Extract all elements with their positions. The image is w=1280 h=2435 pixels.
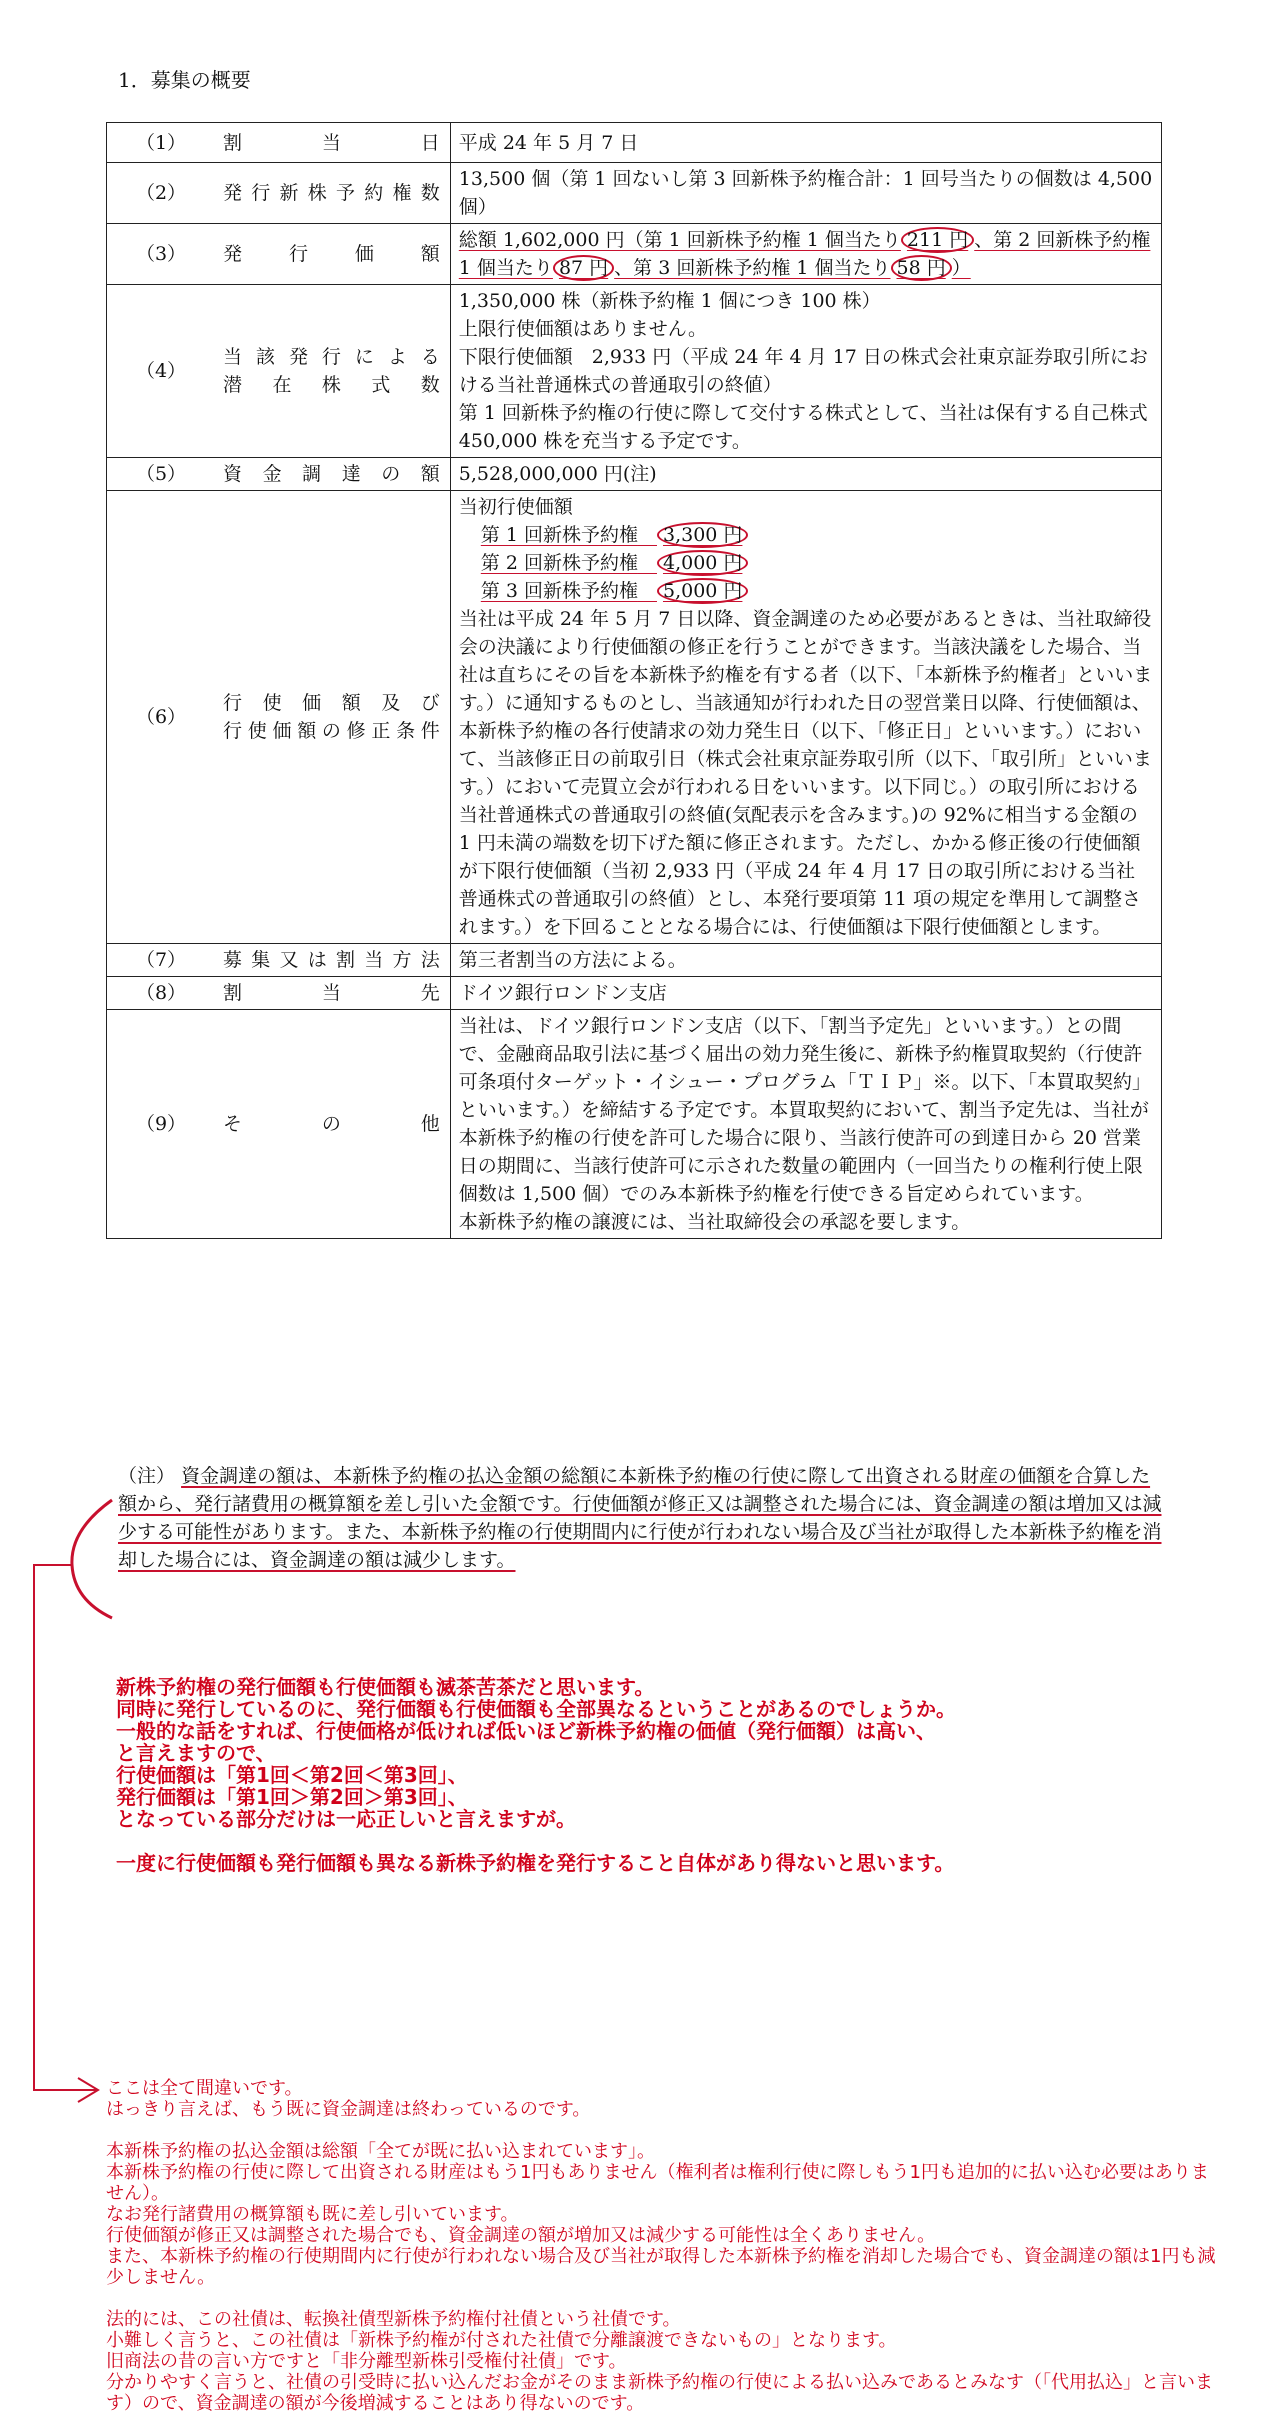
table-row: [107, 1010, 1162, 1239]
row-number: （7）: [107, 944, 216, 977]
table-row: [107, 163, 1162, 224]
table-row: [107, 458, 1162, 491]
row-number: （8）: [107, 977, 216, 1010]
circled-value: 3,300 円: [657, 522, 748, 548]
table-row: [107, 285, 1162, 458]
row-label: 発行新株予約権数: [215, 163, 450, 224]
footnote-prefix: （注）: [118, 1465, 176, 1487]
circled-value: 211 円: [901, 227, 974, 253]
row-content: 5,528,000,000 円(注): [450, 458, 1161, 491]
row-label: 募集又は割当方法: [215, 944, 450, 977]
row-content: 平成 24 年 5 月 7 日: [450, 123, 1161, 163]
row-content: 1,350,000 株（新株予約権 1 個につき 100 株） 上限行使価額はありません。 下限行使価額 2,933 円（平成 24 年 4 月 17 日の株式会社東京証券取引所における当社普通株式の普通取引の終値） 第 1 回新株予約権の行使に際して交付する株式として、当社は保有する自己株式 450,000 株を充当する予定です。: [450, 285, 1161, 458]
row-content: 13,500 個（第 1 回ないし第 3 回新株予約権合計：1 回号当たりの個数は 4,500 個）: [450, 163, 1161, 224]
row-number: （1）: [107, 123, 216, 163]
row-content: ドイツ銀行ロンドン支店: [450, 977, 1161, 1010]
row-number: （5）: [107, 458, 216, 491]
row-content: 当初行使価額 第 1 回新株予約権 3,300 円 第 2 回新株予約権 4,000 円 第 3 回新株予約権 5,000 円 当社は平成 24 年 5 月 7 日以降、資金調達のため必要があるときは、当社取締役会の決議により行使価額の修正を行うことができます。当該決議をした場合、当社は直ちにその旨を本新株予約権を有する者（以下、「本新株予約権者」といいます。）に通知するものとし、当該通知が行われた日の翌営業日以降、行使価額は、本新株予約権の各行使請求の効力発生日（以下、「修正日」といいます。）において、当該修正日の前取引日（株式会社東京証券取引所（以下、「取引所」といいます。）において売買立会が行われる日をいいます。以下同じ。）の取引所における当社普通株式の普通取引の終値(気配表示を含みます。)の 92%に相当する金額の 1 円未満の端数を切下げた額に修正されます。ただし、かかる修正後の行使価額が下限行使価額（当初 2,933 円（平成 24 年 4 月 17 日の取引所における当社普通株式の普通取引の終値）とし、本発行要項第 11 項の規定を準用して調整されます。）を下回ることとなる場合には、行使価額は下限行使価額とします。: [450, 491, 1161, 944]
circled-value: 5,000 円: [657, 578, 748, 604]
row-content: 当社は、ドイツ銀行ロンドン支店（以下、「割当予定先」といいます。）との間で、金融商品取引法に基づく届出の効力発生後に、新株予約権買取契約（行使許可条項付ターゲット・イシュー・プログラム「ＴＩＰ」※。以下、「本買取契約」といいます。）を締結する予定です。本買取契約において、割当予定先は、当社が本新株予約権の行使を許可した場合に限り、当該行使許可の到達日から 20 営業日の期間に、当該行使許可に示された数量の範囲内（一回当たりの権利行使上限個数は 1,500 個）でのみ本新株予約権を行使できる旨定められています。 本新株予約権の譲渡には、当社取締役会の承認を要します。: [450, 1010, 1161, 1239]
row-number: （6）: [107, 491, 216, 944]
row-label: 当 該 発 行 に よ る 潜 在 株 式 数: [215, 285, 450, 458]
row-label: 割 当 先: [215, 977, 450, 1010]
row-label: そ の 他: [215, 1010, 450, 1239]
circled-value: 4,000 円: [657, 550, 748, 576]
row-label: 発 行 価 額: [215, 224, 450, 285]
commentary-primary: 新株予約権の発行価額も行使価額も滅茶苦茶だと思います。 同時に発行しているのに、発行価額も行使価額も全部異なるということがあるのでしょうか。 一般的な話をすれば、行使価格が低ければ低いほど新株予約権の価値（発行価額）は高い、 と言えますので、 行使価額は「第1回＜第2回＜第3回」、 発行価額は「第1回＞第2回＞第3回」、 となっている部分だけは一応正しいと言えますが。 一度に行使価額も発行価額も異なる新株予約権を発行すること自体があり得ないと思います。: [116, 1675, 956, 1875]
table-row: [107, 977, 1162, 1010]
circled-value: 87 円: [553, 255, 614, 281]
footnote: [118, 1462, 1168, 1574]
circled-value: 58 円: [891, 255, 952, 281]
row-number: （4）: [107, 285, 216, 458]
row-label: 資 金 調 達 の 額: [215, 458, 450, 491]
commentary-secondary: ここは全て間違いです。 はっきり言えば、もう既に資金調達は終わっているのです。 本新株予約権の払込金額は総額「全てが既に払い込まれています」。 本新株予約権の行使に際して出資される財産はもう1円もありません（権利者は権利行使に際しもう1円も追加的に払い込む必要はありません）。 なお発行諸費用の概算額も既に差し引いています。 行使価額が修正又は調整された場合でも、資金調達の額が増加又は減少する可能性は全くありません。 また、本新株予約権の行使期間内に行使が行われない場合及び当社が取得した本新株予約権を消却した場合でも、資金調達の額は1円も減少しません。 法的には、この社債は、転換社債型新株予約権付社債という社債です。 小難しく言うと、この社債は「新株予約権が付された社債で分離譲渡できないもの」となります。 旧商法の昔の言い方ですと「非分離型新株引受権付社債」です。 分かりやすく言うと、社債の引受時に払い込んだお金がそのまま新株予約権の行使による払い込みであるとみなす（「代用払込」と言います）ので、資金調達の額が今後増減することはあり得ないのです。: [106, 2078, 1216, 2414]
row-label: 行 使 価 額 及 び 行使価額の修正条件: [215, 491, 450, 944]
row-number: （9）: [107, 1010, 216, 1239]
issue-price-text: 総額 1,602,000 円（第 1 回新株予約権 1 個当たり 211 円 、第 2 回新株予約権 1 個当たり 87 円 、第 3 回新株予約権 1 個当たり 58 円 ）: [458, 229, 1151, 279]
row-number: （3）: [107, 224, 216, 285]
section-heading: 1．募集の概要: [118, 68, 251, 92]
offering-summary-table: [106, 122, 1162, 1239]
row-content: 第三者割当の方法による。: [450, 944, 1161, 977]
footnote-text: 資金調達の額は、本新株予約権の払込金額の総額に本新株予約権の行使に際して出資される財産の価額を合算した額から、発行諸費用の概算額を差し引いた金額です。行使価額が修正又は調整された場合には、資金調達の額は増加又は減少する可能性があります。また、本新株予約権の行使期間内に行使が行われない場合及び当社が取得した本新株予約権を消却した場合には、資金調達の額は減少します。: [118, 1465, 1162, 1571]
table-row: [107, 123, 1162, 163]
row-content: [450, 224, 1161, 285]
table-row: [107, 944, 1162, 977]
row-label: 割 当 日: [215, 123, 450, 163]
row-number: （2）: [107, 163, 216, 224]
table-row: [107, 224, 1162, 285]
table-row: [107, 491, 1162, 944]
